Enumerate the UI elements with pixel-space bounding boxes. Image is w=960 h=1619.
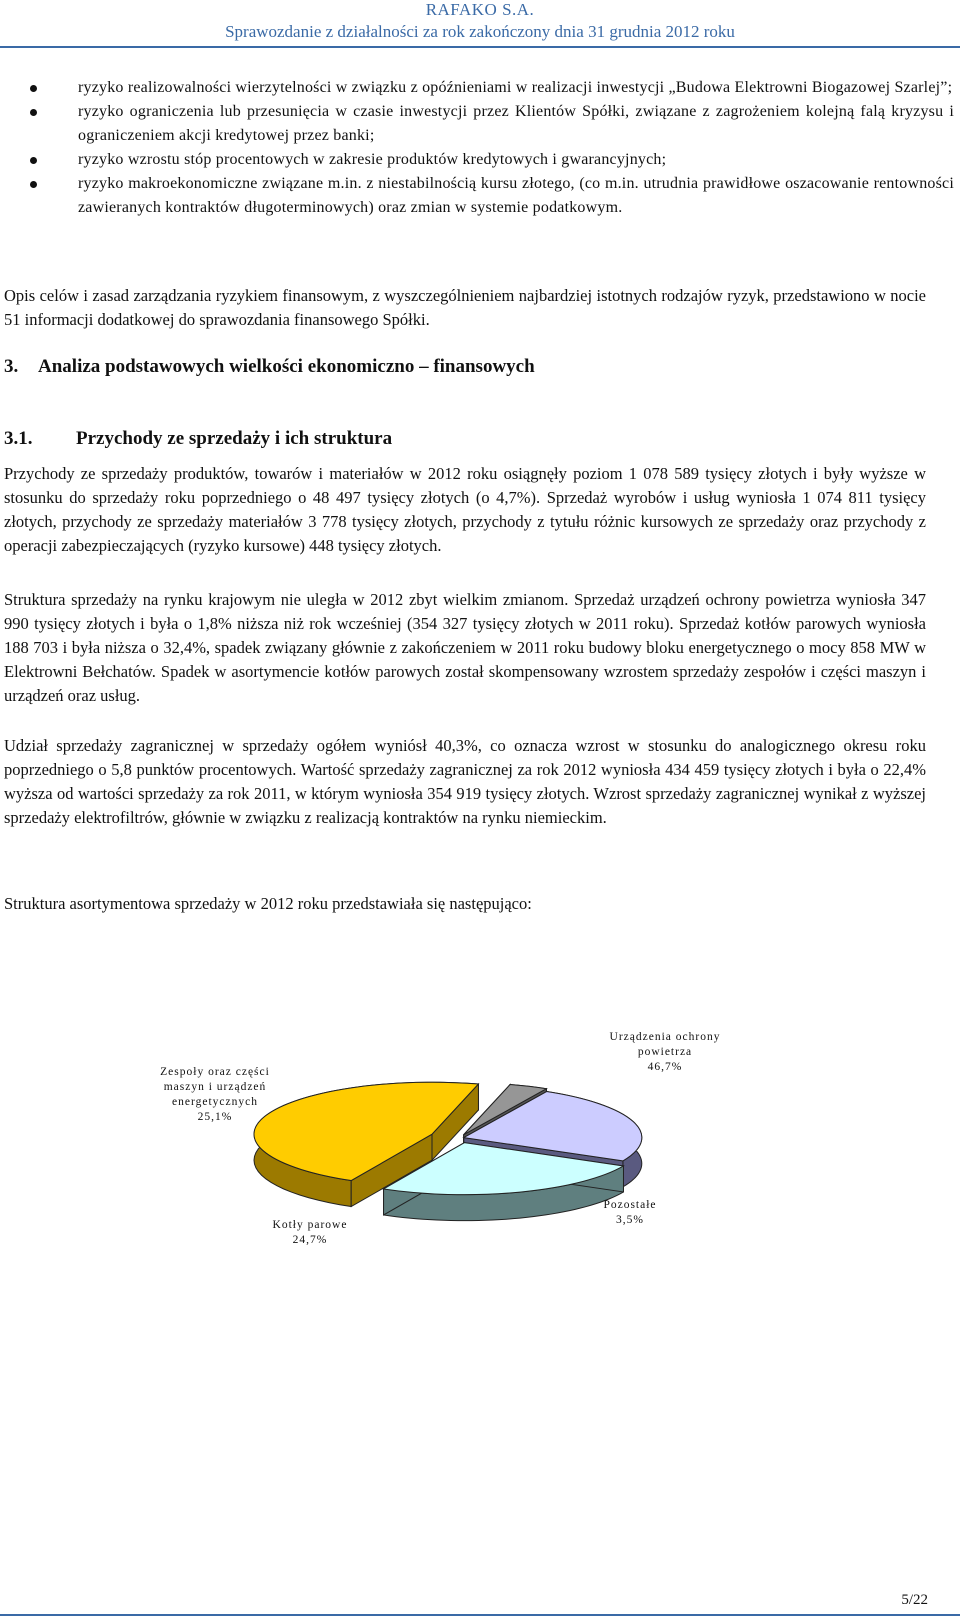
slice-value: 46,7% bbox=[647, 1061, 683, 1073]
list-item-text: ryzyko wzrostu stóp procentowych w zakresie produktów kredytowych i gwarancyjnych; bbox=[78, 151, 667, 168]
bullet-icon bbox=[30, 181, 37, 188]
slice-value: 3,5% bbox=[616, 1214, 644, 1226]
slice-value: 24,7% bbox=[292, 1234, 328, 1246]
slice-value: 25,1% bbox=[197, 1111, 233, 1123]
subsection-heading bbox=[4, 427, 392, 451]
label-line: energetycznych bbox=[172, 1096, 258, 1108]
bullet-icon bbox=[30, 85, 37, 92]
list-item-text: ryzyko ograniczenia lub przesunięcia w czasie inwestycji przez Klientów Spółki, związane z zagrożeniem kolejną falą kryzysu i ograniczeniem akcji kredytowej przez banki; bbox=[78, 103, 954, 144]
label-line: Zespoły oraz części bbox=[160, 1066, 270, 1078]
label-line: powietrza bbox=[637, 1046, 693, 1058]
label-line: Urządzenia ochrony bbox=[609, 1031, 721, 1043]
list-item bbox=[30, 100, 954, 148]
bullet-icon bbox=[30, 109, 37, 116]
subsection-number: 3.1. bbox=[4, 428, 33, 449]
risk-list bbox=[30, 76, 954, 220]
list-item bbox=[30, 172, 954, 220]
bullet-icon bbox=[30, 157, 37, 164]
slice-label-air-protection bbox=[590, 1030, 740, 1075]
list-item bbox=[30, 148, 954, 172]
subsection-title: Przychody ze sprzedaży i ich struktura bbox=[76, 428, 393, 449]
footer-rule bbox=[0, 1614, 960, 1616]
foreign-sales-paragraph: Udział sprzedaży zagranicznej w sprzedaży ogółem wyniósł 40,3%, co oznacza wzrost w stosunku do analogicznego okresu roku poprzedniego o 5,8 punktów procentowych. Wartość sprzedaży zagranicznej za rok 2012 wyniosła 434 459 tysięcy złotych i była o 22,4% wyższa od wartości sprzedaży za rok 2011, w którym wyniosła 354 919 tysięcy złotych. Wzrost sprzedaży zagranicznej wynikał z wyższej sprzedaży elektrofiltrów, głównie w związku z realizacją kontraktów na rynku niemieckim. bbox=[4, 736, 926, 827]
header-rule bbox=[0, 46, 960, 48]
company-name: RAFAKO S.A. bbox=[425, 0, 535, 19]
domestic-sales-paragraph: Struktura sprzedaży na rynku krajowym nie uległa w 2012 zbyt wielkim zmianom. Sprzedaż urządzeń ochrony powietrza wyniosła 347 990 tysięcy złotych i była o 1,8% niższa niż rok wcześniej (354 327 tysięcy złotych w 2011 roku). Sprzedaż kotłów parowych wyniosła 188 703 i była niższa o 32,4%, spadek związany głównie z zakończeniem w 2011 roku budowy bloku energetycznego o mocy 858 MW w Elektrowni Bełchatów. Spadek w asortymencie kotłów parowych został skompensowany wzrostem sprzedaży zespołów i części maszyn i urządzeń oraz usług. bbox=[4, 590, 926, 705]
section-heading bbox=[4, 355, 535, 379]
slice-label-boilers bbox=[250, 1218, 370, 1248]
slice-label-components bbox=[140, 1065, 290, 1125]
list-item bbox=[30, 76, 954, 100]
risk-note-paragraph: Opis celów i zasad zarządzania ryzykiem finansowym, z wyszczególnieniem najbardziej istotnych rodzajów ryzyk, przedstawiono w nocie 51 informacji dodatkowej do sprawozdania finansowego Spółki. bbox=[4, 286, 926, 329]
list-item-text: ryzyko makroekonomiczne związane m.in. z niestabilnością kursu złotego, (co m.in. utrudnia prawidłowe oszacowanie rentowności zawieranych kontraktów długoterminowych) oraz zmian w systemie podatkowym. bbox=[78, 175, 954, 216]
slice-label-other bbox=[570, 1198, 690, 1228]
chart-intro: Struktura asortymentowa sprzedaży w 2012 roku przedstawiała się następująco: bbox=[4, 894, 532, 913]
report-title: Sprawozdanie z działalności za rok zakończony dnia 31 grudnia 2012 roku bbox=[225, 22, 735, 41]
section-number: 3. bbox=[4, 356, 19, 377]
pie-chart-svg bbox=[0, 1010, 960, 1300]
label-line: Kotły parowe bbox=[272, 1219, 348, 1231]
page-header bbox=[0, 0, 960, 50]
sales-structure-chart bbox=[0, 1010, 960, 1300]
section-title: Analiza podstawowych wielkości ekonomiczno – finansowych bbox=[38, 356, 535, 377]
page-number: 5/22 bbox=[901, 1592, 928, 1608]
list-item-text: ryzyko realizowalności wierzytelności w związku z opóźnieniami w realizacji inwestycji „Budowa Elektrowni Biogazowej Szarlej”; bbox=[78, 79, 953, 96]
label-line: Pozostałe bbox=[603, 1199, 657, 1211]
revenue-paragraph: Przychody ze sprzedaży produktów, towarów i materiałów w 2012 roku osiągnęły poziom 1 078 589 tysięcy złotych i były wyższe w stosunku do sprzedaży roku poprzedniego o 48 497 tysięcy złotych (o 4,7%). Sprzedaż wyrobów i usług wyniosła 1 074 811 tysięcy złotych, przychody ze sprzedaży materiałów 3 778 tysięcy złotych, przychody z tytułu różnic kursowych ze sprzedaży oraz przychody z operacji zabezpieczających (ryzyko kursowe) 448 tysięcy złotych. bbox=[4, 464, 926, 555]
label-line: maszyn i urządzeń bbox=[163, 1081, 267, 1093]
